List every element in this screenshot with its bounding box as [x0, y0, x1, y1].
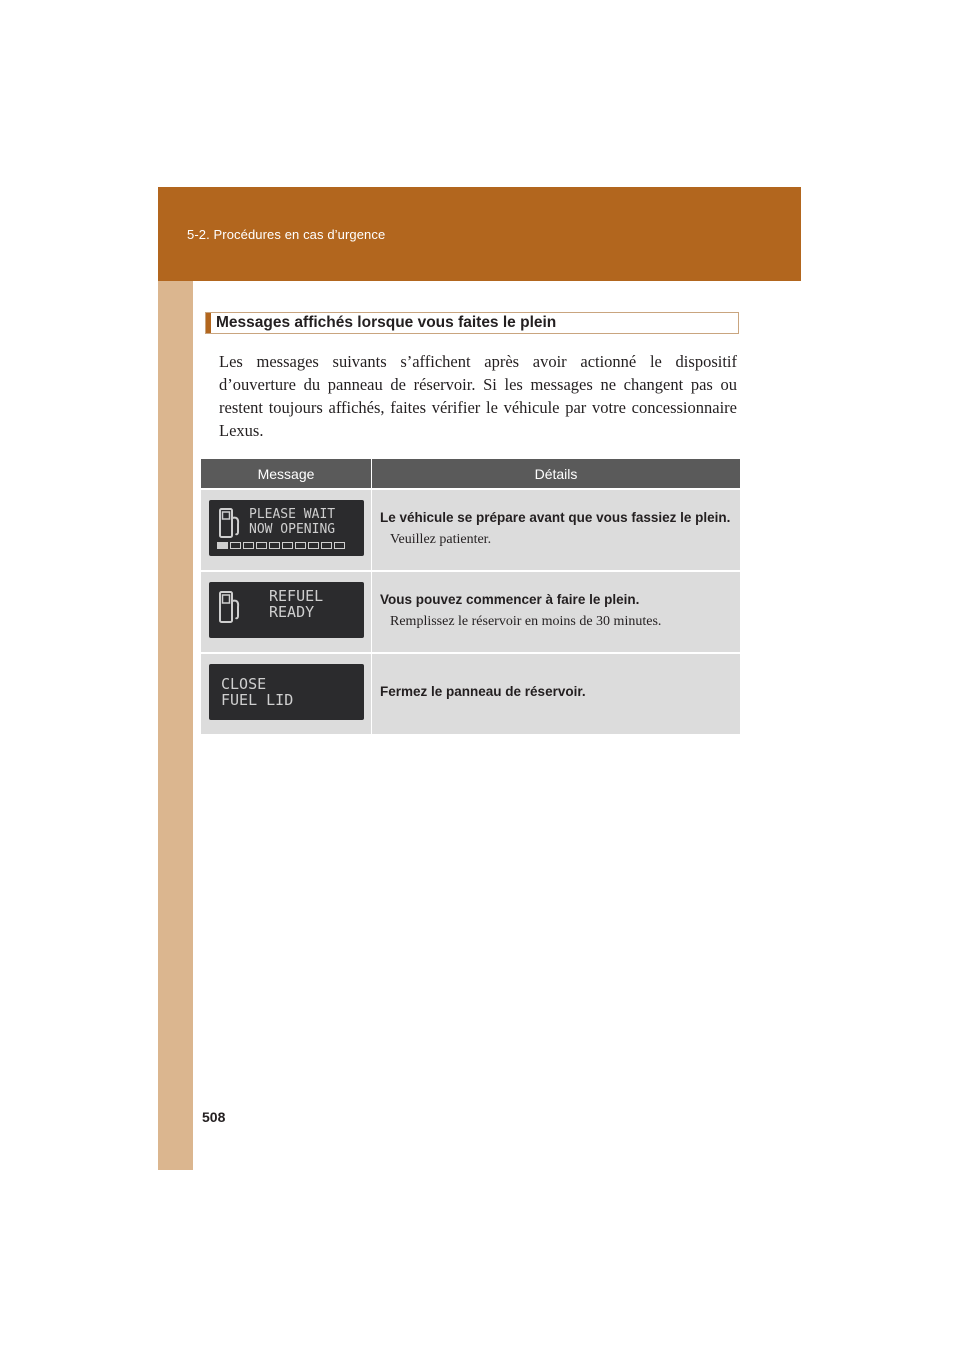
message-cell	[201, 572, 372, 652]
messages-table	[201, 459, 740, 734]
table-header	[201, 459, 740, 488]
lcd-text: CLOSE FUEL LID	[221, 675, 294, 709]
header-details: Détails	[534, 465, 578, 482]
progress-segment	[269, 542, 280, 549]
section-label: 5-2. Procédures en cas d’urgence	[187, 227, 386, 242]
lcd-display	[209, 664, 364, 720]
progress-segment	[282, 542, 293, 549]
lcd-text: PLEASE WAIT NOW OPENING	[249, 507, 336, 537]
detail-main: Le véhicule se prépare avant que vous fassiez le plein.	[380, 510, 731, 525]
heading-accent	[206, 313, 211, 333]
progress-segment	[243, 542, 254, 549]
table-row	[201, 570, 740, 652]
side-strip	[158, 281, 193, 1170]
progress-segment	[256, 542, 267, 549]
message-cell	[201, 654, 372, 734]
fuel-pump-icon	[219, 590, 241, 626]
progress-segment	[321, 542, 332, 549]
lcd-text: REFUEL READY	[269, 587, 324, 621]
details-cell	[372, 654, 740, 734]
progress-segment	[230, 542, 241, 549]
fuel-pump-icon	[219, 508, 241, 540]
heading-text: Messages affichés lorsque vous faites le plein	[216, 314, 557, 331]
detail-main: Vous pouvez commencer à faire le plein.	[380, 592, 640, 607]
progress-segment	[308, 542, 319, 549]
table-row	[201, 488, 740, 570]
page-number: 508	[202, 1109, 226, 1125]
header-message: Message	[201, 459, 372, 488]
progress-bar	[217, 542, 345, 549]
table-row	[201, 652, 740, 734]
detail-sub: Veuillez patienter.	[390, 532, 492, 547]
intro-paragraph: Les messages suivants s’affichent après avoir actionné le dispositif d’ouverture du panneau de réservoir. Si les messages ne changent pas ou restent toujours affichés, faites vérifier le véhicule par votre concessionnaire Lexus.	[219, 352, 737, 440]
lcd-display	[209, 582, 364, 638]
message-cell	[201, 490, 372, 570]
detail-sub: Remplissez le réservoir en moins de 30 minutes.	[390, 614, 662, 629]
detail-main: Fermez le panneau de réservoir.	[380, 684, 586, 699]
progress-segment	[295, 542, 306, 549]
details-cell	[372, 572, 740, 652]
progress-segment	[217, 542, 228, 549]
section-heading	[205, 312, 739, 334]
progress-segment	[334, 542, 345, 549]
lcd-display	[209, 500, 364, 556]
details-cell	[372, 490, 740, 570]
